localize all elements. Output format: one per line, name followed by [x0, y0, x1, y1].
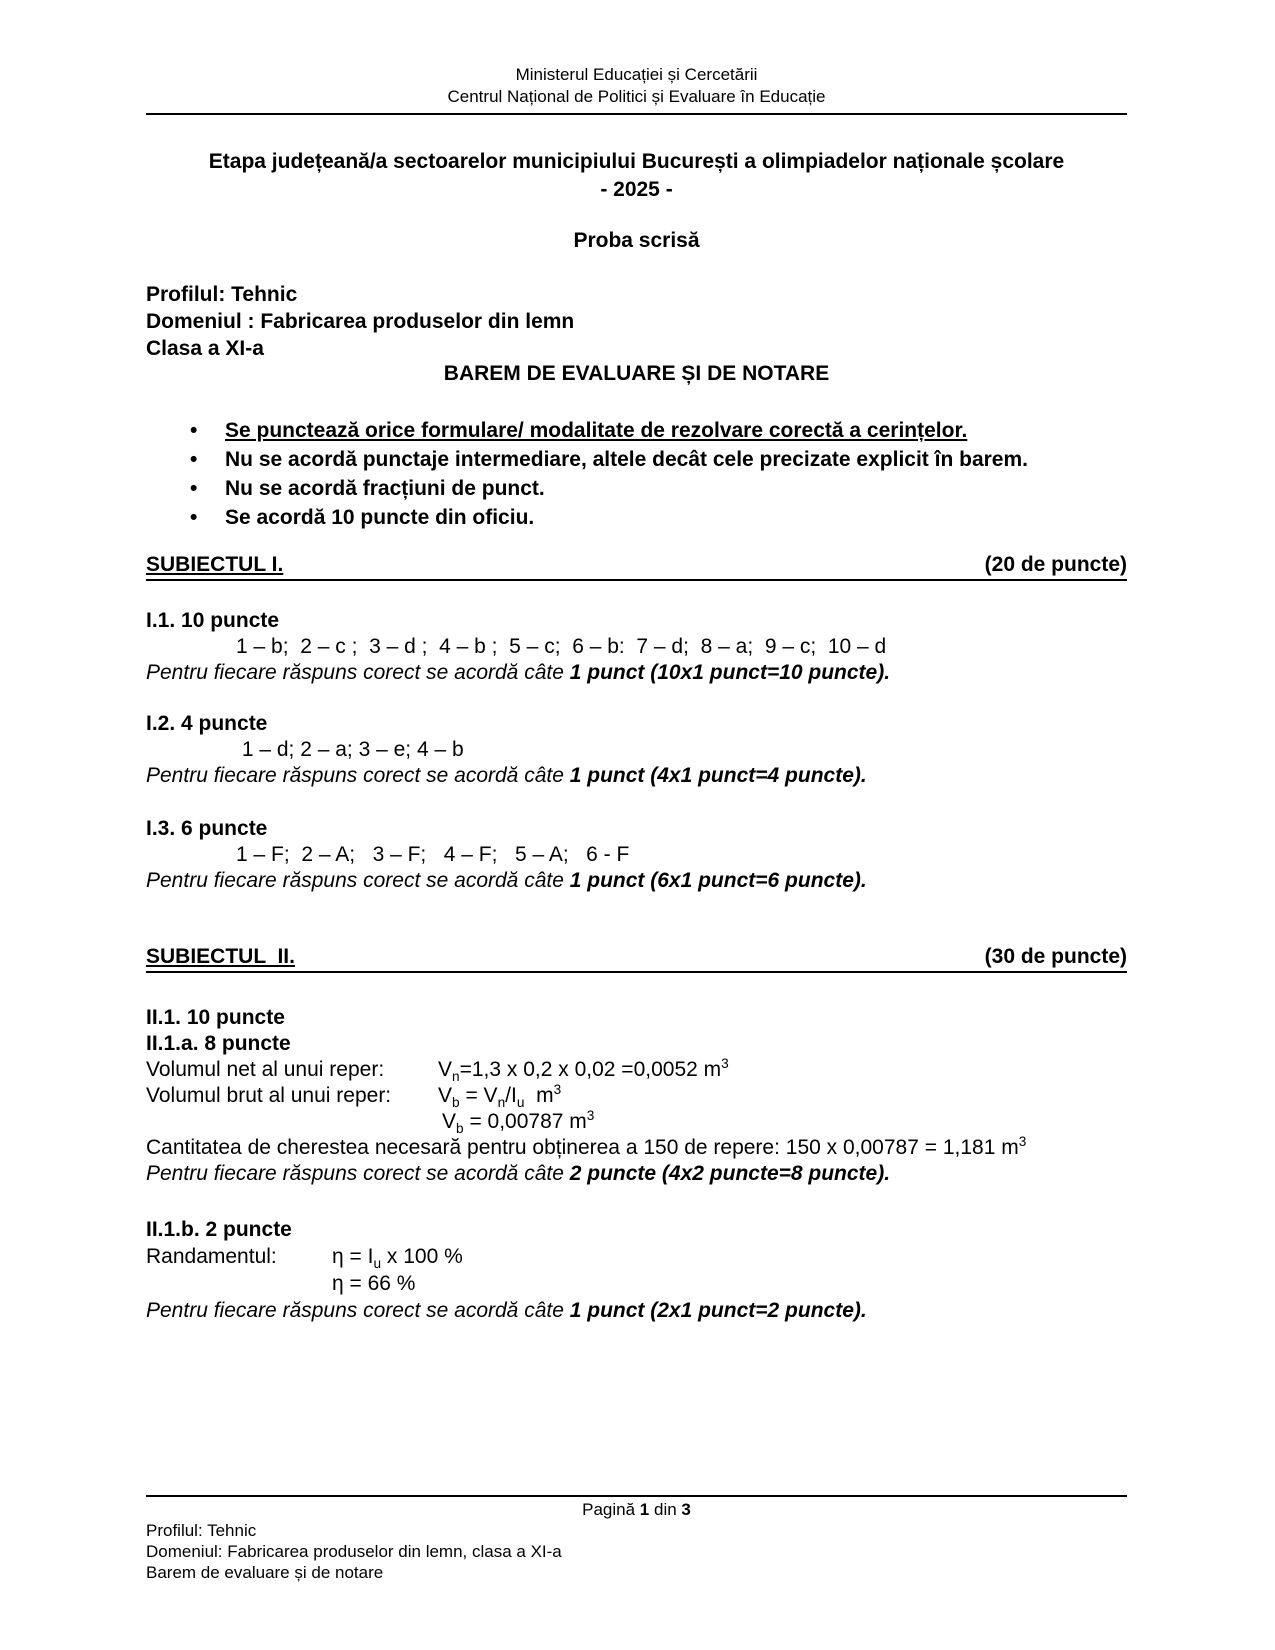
formula-brut-volume: [146, 1083, 1156, 1109]
formula-label: Randamentul:: [146, 1245, 277, 1268]
formula-randament-result: η = 66 %: [332, 1272, 416, 1295]
unit-sup: 3: [553, 1082, 562, 1097]
section-i2-note: [146, 763, 1156, 789]
var-sub: u: [373, 1256, 382, 1272]
rule-text: Nu se acordă fracțiuni de punct.: [225, 477, 545, 500]
section-i1-heading: I.1. 10 puncte: [146, 609, 280, 632]
note-bold: 1 punct (4x1 punct=4 puncte).: [569, 764, 867, 787]
note-bold: 1 punct (10x1 punct=10 puncte).: [569, 661, 891, 684]
formula-randament: [146, 1243, 1156, 1270]
list-item: [146, 503, 1156, 532]
list-item: [146, 416, 1156, 445]
title-line-2: - 2025 -: [600, 178, 673, 201]
expr: = 0,00787 m: [463, 1110, 587, 1133]
page-label: Pagină: [582, 1500, 640, 1519]
subject1-heading-row: [146, 554, 1127, 581]
unit-sup: 3: [721, 1056, 729, 1071]
var-sub: b: [456, 1121, 464, 1137]
document-title: [146, 148, 1127, 204]
exam-meta: [146, 281, 1127, 362]
page-number-line: [146, 1497, 1127, 1520]
var-sub: n: [497, 1095, 506, 1111]
rule-text: Se punctează orice formulare/ modalitate de rezolvare corectă a cerințelor.: [225, 419, 968, 442]
footer-domeniu: Domeniul: Fabricarea produselor din lemn, clasa a XI-a: [146, 1542, 562, 1561]
section-ii1a-heading: II.1.a. 8 puncte: [146, 1032, 291, 1055]
var: V: [438, 1058, 453, 1081]
section-ii1: [146, 1005, 1156, 1187]
subject2-heading-row: [146, 946, 1127, 973]
formula-quantity: [146, 1135, 1156, 1161]
section-ii1b-heading: II.1.b. 2 puncte: [146, 1218, 292, 1241]
list-item: [146, 445, 1156, 474]
var: V: [442, 1110, 457, 1133]
note-prefix: Pentru fiecare răspuns corect se acordă câte: [146, 869, 570, 892]
meta-domeniu: Domeniul : Fabricarea produselor din lemn: [146, 310, 575, 333]
formula-label: Volumul brut al unui reper:: [146, 1084, 392, 1107]
section-ii1-heading: II.1. 10 puncte: [146, 1006, 285, 1029]
header-center-line: Centrul Național de Politici și Evaluare în Educație: [447, 87, 826, 106]
note-bold: 2 puncte (4x2 puncte=8 puncte).: [569, 1162, 891, 1185]
section-i1-answers: 1 – b; 2 – c ; 3 – d ; 4 – b ; 5 – c; 6 – b: 7 – d; 8 – a; 9 – c; 10 – d: [236, 635, 887, 658]
list-item: [146, 474, 1156, 503]
var-sub: b: [452, 1095, 460, 1111]
section-ii1b: [146, 1216, 1156, 1324]
section-i2-answers: 1 – d; 2 – a; 3 – e; 4 – b: [236, 738, 464, 761]
unit-sup: 3: [1018, 1134, 1027, 1149]
meta-clasa: Clasa a XI-a: [146, 337, 264, 360]
expr: =1,3 x 0,2 x 0,02 =0,0052 m: [459, 1058, 722, 1081]
rule-text: Nu se acordă punctaje intermediare, altele decât cele precizate explicit în barem.: [225, 448, 1028, 471]
formula-expression: [332, 1245, 463, 1272]
unit-sup: 3: [586, 1108, 595, 1123]
section-i3-answers: 1 – F; 2 – A; 3 – F; 4 – F; 5 – A; 6 - F: [236, 843, 630, 866]
footer-barem: Barem de evaluare și de notare: [146, 1563, 384, 1582]
var-sub: u: [516, 1095, 525, 1111]
note-bold: 1 punct (6x1 punct=6 puncte).: [569, 869, 867, 892]
page-number: 1: [639, 1500, 650, 1519]
header-ministry-line: Ministerul Educației și Cercetării: [515, 65, 758, 84]
footer-profil: Profilul: Tehnic: [146, 1521, 257, 1540]
title-line-1: Etapa județeană/a sectoarelor municipiului București a olimpiadelor naționale școlare: [208, 150, 1065, 173]
rule-text: Se acordă 10 puncte din oficiu.: [225, 506, 535, 529]
section-i3: [146, 816, 1156, 894]
page-footer: [146, 1495, 1127, 1583]
var: V: [438, 1084, 453, 1107]
section-i1-note: [146, 660, 1156, 686]
expr: η = I: [332, 1245, 374, 1268]
subject2-points: (30 de puncte): [984, 945, 1127, 968]
page-separator: din: [649, 1500, 682, 1519]
var-sub: n: [452, 1069, 460, 1085]
note-prefix: Pentru fiecare răspuns corect se acordă câte: [146, 661, 570, 684]
expr: = V: [459, 1084, 498, 1107]
section-i2-heading: I.2. 4 puncte: [146, 712, 268, 735]
subject2-heading: SUBIECTUL II.: [146, 945, 295, 968]
section-i2: [146, 711, 1156, 789]
section-i3-note: [146, 868, 1156, 894]
subject1-points: (20 de puncte): [984, 553, 1127, 576]
formula-expression: [438, 1056, 729, 1085]
note-prefix: Pentru fiecare răspuns corect se acordă câte: [146, 764, 570, 787]
page-header: [146, 64, 1127, 115]
section-ii1a-note: [146, 1161, 1156, 1187]
expr: Cantitatea de cherestea necesară pentru obținerea a 150 de repere: 150 x 0,00787 = 1,181 m: [146, 1136, 1019, 1159]
expr: /I: [505, 1084, 517, 1107]
page-total: 3: [681, 1500, 691, 1519]
exam-type: Proba scrisă: [573, 229, 700, 252]
grading-rules: [146, 416, 1156, 532]
expr: m: [524, 1084, 554, 1107]
note-prefix: Pentru fiecare răspuns corect se acordă câte: [146, 1299, 570, 1322]
grading-rules-list: [146, 416, 1156, 532]
meta-profil: Profilul: Tehnic: [146, 283, 298, 306]
formula-expression: [438, 1082, 562, 1111]
expr: x 100 %: [381, 1245, 463, 1268]
section-i1: [146, 608, 1156, 686]
barem-title: BAREM DE EVALUARE ȘI DE NOTARE: [443, 362, 830, 385]
formula-label: Volumul net al unui reper:: [146, 1058, 385, 1081]
section-i3-heading: I.3. 6 puncte: [146, 817, 268, 840]
note-bold: 1 punct (2x1 punct=2 puncte).: [569, 1299, 867, 1322]
subject1-heading: SUBIECTUL I.: [146, 553, 284, 576]
note-prefix: Pentru fiecare răspuns corect se acordă câte: [146, 1162, 570, 1185]
formula-net-volume: [146, 1057, 1156, 1083]
section-ii1b-note: [146, 1297, 1156, 1324]
formula-brut-result: [146, 1109, 1156, 1135]
